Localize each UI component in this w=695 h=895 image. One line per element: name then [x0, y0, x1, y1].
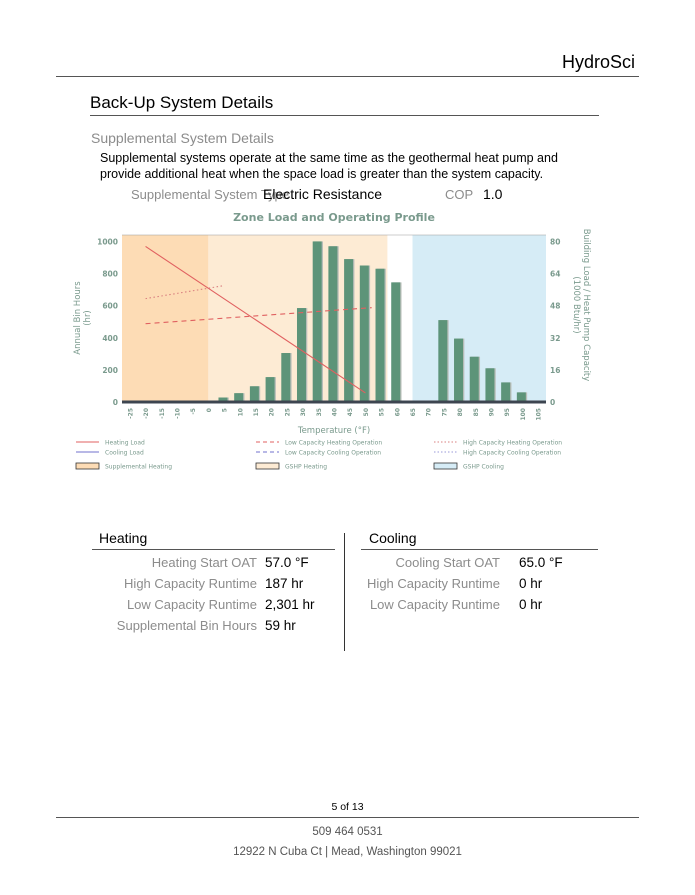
y-tick-label: 200 — [102, 365, 118, 375]
legend-swatch — [256, 463, 279, 469]
cooling-row-value: 65.0 °F — [519, 555, 563, 570]
cooling-row-value: 0 hr — [519, 597, 543, 612]
x-tick-label: 40 — [331, 408, 339, 417]
legend-label: GSHP Heating — [285, 463, 328, 471]
x-tick-label: 45 — [347, 408, 355, 417]
y-axis-label: (hr) — [83, 310, 93, 326]
heating-row-label: Heating Start OAT — [151, 555, 257, 570]
bar — [501, 382, 510, 402]
x-tick-label: 105 — [535, 408, 543, 421]
x-tick-label: 0 — [205, 408, 213, 413]
y2-axis-label: (1000 Btu/hr) — [571, 276, 581, 334]
cooling-row-label: High Capacity Runtime — [367, 576, 500, 591]
x-tick-label: 95 — [504, 408, 512, 417]
heating-row-label: Supplemental Bin Hours — [116, 618, 257, 633]
footer-phone: 509 464 0531 — [312, 826, 383, 838]
bar — [438, 320, 447, 402]
chart-title: Zone Load and Operating Profile — [233, 211, 435, 224]
x-tick-label: -15 — [158, 408, 166, 419]
page-number: 5 of 13 — [331, 801, 364, 813]
legend-swatch — [76, 463, 99, 469]
x-tick-label: 30 — [300, 408, 308, 417]
footer-rule — [56, 817, 639, 818]
supplemental-description: Supplemental systems operate at the same time as the geothermal heat pump and provide additional heat when the space load is greater than the system capacity. — [100, 151, 558, 181]
bar — [454, 339, 463, 402]
heating-row-value: 59 hr — [265, 618, 296, 633]
legend-label: Cooling Load — [105, 449, 144, 457]
section-title: Back-Up System Details — [90, 93, 274, 112]
bar — [313, 241, 322, 402]
cooling-row-value: 0 hr — [519, 576, 543, 591]
chart-svg — [66, 205, 626, 475]
legend-label: Low Capacity Cooling Operation — [285, 449, 382, 457]
bar — [297, 308, 306, 402]
x-tick-label: 75 — [441, 408, 449, 417]
bar — [470, 357, 479, 402]
heating-row-label: High Capacity Runtime — [124, 576, 257, 591]
x-tick-label: 5 — [221, 408, 229, 413]
zone-load-chart — [66, 205, 626, 475]
x-tick-label: 25 — [284, 408, 292, 417]
y-tick-label: 0 — [112, 398, 118, 407]
y-tick-label: 400 — [102, 333, 118, 343]
header-rule — [56, 76, 639, 77]
y-tick-label: 800 — [102, 269, 118, 279]
y2-tick-label: 64 — [550, 269, 561, 279]
legend-label: High Capacity Heating Operation — [463, 439, 563, 447]
x-tick-label: 10 — [237, 408, 245, 417]
bar — [344, 259, 353, 402]
legend-label: Low Capacity Heating Operation — [285, 439, 383, 447]
cooling-row-label: Cooling Start OAT — [395, 555, 500, 570]
y2-tick-label: 16 — [550, 365, 561, 375]
system-type-label: Supplemental System Type — [131, 187, 290, 202]
x-tick-label: 55 — [378, 408, 386, 417]
bar — [485, 368, 494, 402]
x-tick-label: 60 — [394, 408, 402, 417]
cooling-title: Cooling — [369, 530, 417, 546]
subsection-title: Supplemental System Details — [91, 130, 274, 146]
x-tick-label: 15 — [252, 408, 260, 417]
heating-row-value: 57.0 °F — [265, 555, 309, 570]
x-tick-label: 70 — [425, 408, 433, 417]
bar — [391, 282, 400, 402]
section-rule — [90, 115, 599, 116]
y2-tick-label: 32 — [550, 333, 561, 343]
bar — [250, 386, 259, 402]
x-tick-label: 100 — [519, 408, 527, 421]
legend-swatch — [434, 463, 457, 469]
legend-label: GSHP Cooling — [463, 463, 504, 471]
y-axis-label: Annual Bin Hours — [73, 281, 83, 355]
cooling-row-label: Low Capacity Runtime — [369, 597, 500, 612]
heating-row-label: Low Capacity Runtime — [126, 597, 257, 612]
y2-tick-label: 80 — [550, 237, 561, 247]
y-tick-label: 600 — [102, 301, 118, 311]
x-tick-label: 35 — [315, 408, 323, 417]
heating-row-value: 2,301 hr — [265, 597, 315, 612]
bar — [376, 269, 385, 402]
x-tick-label: -25 — [127, 408, 135, 419]
bar — [266, 377, 275, 402]
y2-axis-label: Building Load / Heat Pump Capacity — [581, 228, 591, 382]
brand-name: HydroSci — [561, 52, 635, 72]
system-type-value: Electric Resistance — [263, 186, 383, 202]
bar — [281, 353, 290, 402]
cop-value: 1.0 — [483, 186, 503, 202]
y2-tick-label: 48 — [550, 301, 561, 311]
x-tick-label: 90 — [488, 408, 496, 417]
legend-label: Heating Load — [105, 439, 145, 447]
heating-title: Heating — [99, 530, 148, 546]
x-tick-label: 85 — [472, 408, 480, 417]
cop-label: COP — [445, 187, 474, 202]
x-tick-label: -20 — [143, 408, 151, 419]
legend-label: Supplemental Heating — [105, 463, 173, 471]
column-divider — [344, 533, 345, 651]
x-tick-label: 50 — [362, 408, 370, 417]
y2-tick-label: 0 — [550, 398, 556, 407]
cooling-rule — [361, 549, 598, 550]
heating-row-value: 187 hr — [265, 576, 304, 591]
x-tick-label: 20 — [268, 408, 276, 417]
x-tick-label: -5 — [190, 408, 198, 415]
heating-rule — [92, 549, 335, 550]
legend-label: High Capacity Cooling Operation — [463, 449, 562, 457]
bar — [360, 266, 369, 402]
y-tick-label: 1000 — [97, 237, 118, 247]
bar — [328, 246, 337, 402]
x-tick-label: -10 — [174, 408, 182, 419]
footer-address: 12922 N Cuba Ct | Mead, Washington 99021 — [233, 846, 462, 858]
x-axis-label: Temperature (°F) — [297, 426, 371, 436]
x-tick-label: 80 — [457, 408, 465, 417]
x-tick-label: 65 — [410, 408, 418, 417]
